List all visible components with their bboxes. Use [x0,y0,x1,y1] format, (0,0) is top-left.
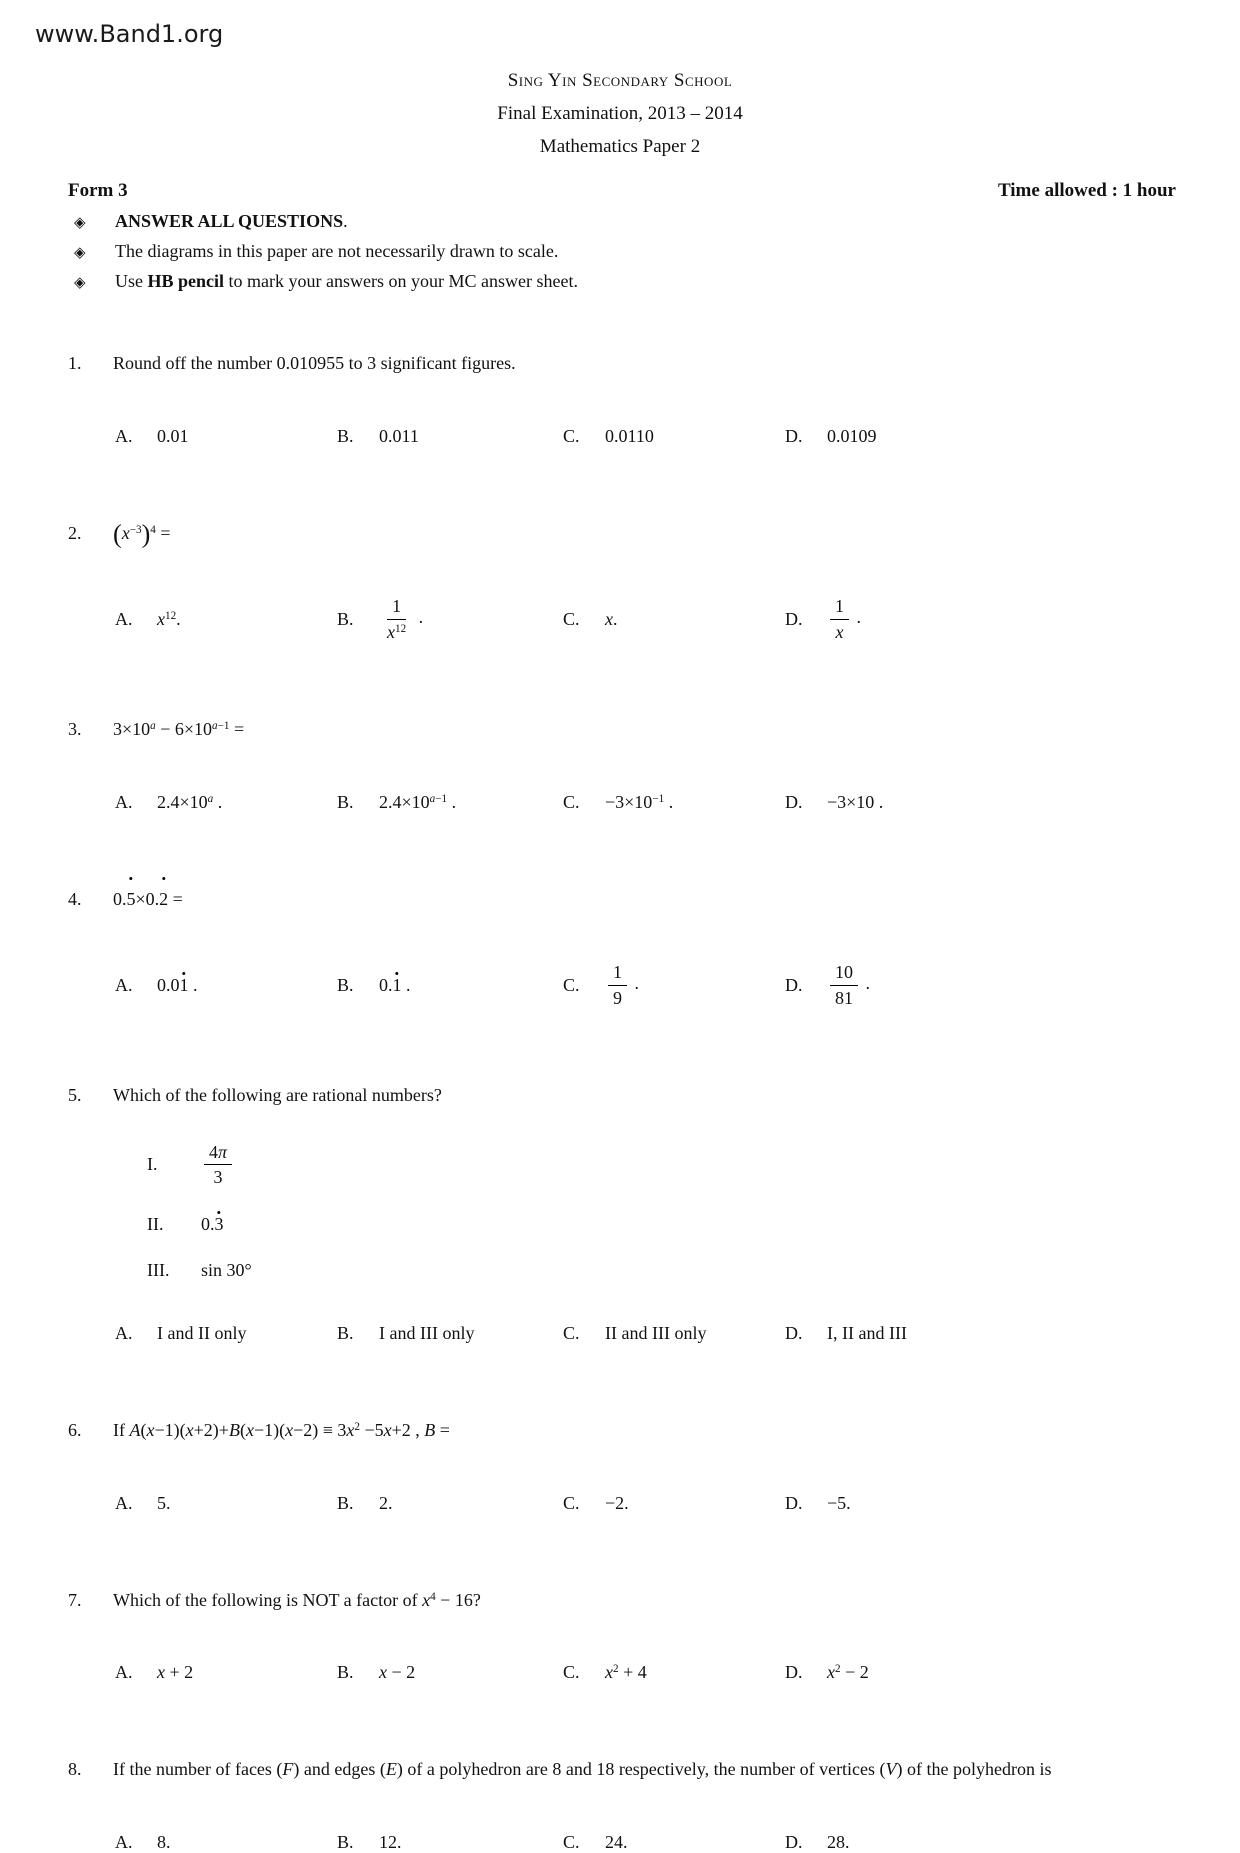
answer-option [337,792,563,813]
question-number: 5. [68,1085,82,1106]
question-stem: If the number of faces (F) and edges (E) of a polyhedron are 8 and 18 respectively, the number of vertices (V) of the polyhedron is [113,1759,1052,1780]
question-number: 1. [68,353,82,373]
option-label: B. [337,1831,354,1852]
option-value: 0.01 . [157,974,198,995]
paper-title: Mathematics Paper 2 [539,136,701,157]
option-value: 24. [605,1831,628,1852]
question-options [115,1323,1176,1344]
option-label: C. [563,608,580,629]
option-value: −5. [827,1492,851,1513]
instruction-text: Use HB pencil to mark your answers on your MC answer sheet. [115,271,578,291]
question-number: 7. [68,1589,82,1610]
question-number: 6. [68,1419,82,1440]
meta-row [68,180,1176,202]
instructions-list [74,211,1176,292]
option-label: B. [337,1492,354,1513]
question-block [68,514,1176,644]
question-number: 3. [68,719,82,740]
question-stem: Which of the following are rational numbers? [113,1085,442,1106]
option-label: B. [337,608,354,629]
sub-item-label: III. [147,1259,170,1280]
answer-option [785,1493,1176,1514]
option-label: C. [563,1322,580,1343]
diamond-bullet-icon: ◈ [74,245,86,261]
option-value: I and II only [157,1322,247,1343]
question-block [68,1750,1176,1853]
sub-item-label: II. [147,1213,164,1234]
option-label: A. [115,1492,133,1513]
question-stem-row [68,710,1176,750]
option-value: 0.0109 [827,425,877,446]
question-options [115,595,1176,643]
instruction-text: The diagrams in this paper are not necessarily drawn to scale. [115,241,559,261]
answer-option [785,1832,1176,1853]
question-options [115,1662,1176,1683]
sub-item-label: I. [147,1154,158,1175]
answer-option [563,1832,785,1853]
option-label: C. [563,974,580,995]
option-label: D. [785,974,803,995]
option-label: B. [337,1662,354,1683]
answer-option [785,426,1176,447]
option-label: A. [115,608,133,629]
answer-option [337,1832,563,1853]
answer-option [115,1832,337,1853]
time-allowed-label: Time allowed : 1 hour [997,180,1176,201]
sub-item-value: 0.3 [201,1213,224,1234]
question-stem: $(x^{-3})^4$ = [113,518,171,548]
answer-option [785,595,1176,643]
question-block [68,880,1176,1010]
form-label: Form 3 [68,180,128,201]
answer-option [563,609,785,630]
option-value: $-3\times 10^{-1}$ . [605,791,674,812]
diamond-bullet-icon: ◈ [74,215,86,231]
question-options [115,1493,1176,1514]
question-block [68,1076,1176,1344]
option-value: $x^2 - 2$ [827,1662,869,1683]
option-label: B. [337,425,354,446]
question-sub-item [147,1214,1176,1235]
option-value: x + 2 [157,1662,194,1683]
instruction-item [74,241,1176,262]
option-label: D. [785,1492,803,1513]
answer-option [115,975,337,996]
option-value: $2.4\times 10^a$ . [157,791,223,812]
question-stem-row [68,514,1176,554]
option-value: $\frac{10}{81}$ . [827,961,870,1009]
question-sub-item [147,1141,1176,1189]
question-stem: Which of the following is NOT a factor of $x^4 - 16$? [113,1589,481,1610]
option-value: x. [605,608,618,629]
option-value: $\frac{1}{9}$ . [605,961,639,1009]
answer-option [115,1323,337,1344]
question-stem: $3\times 10^a - 6\times 10^{a-1}$ = [113,719,245,740]
answer-option [563,1323,785,1344]
option-value: I and III only [379,1322,475,1343]
question-stem-row [68,1076,1176,1116]
option-value: $x^{12}$. [157,608,181,629]
option-label: C. [563,1831,580,1852]
answer-option [337,1323,563,1344]
question-stem-row [68,1750,1176,1790]
option-label: A. [115,425,133,446]
question-options [115,961,1176,1009]
question-stem-row [68,344,1176,384]
option-value: 0.011 [379,425,419,446]
question-sub-item [147,1260,1176,1281]
option-value: 28. [827,1831,850,1852]
option-value: −3×10 . [827,791,884,812]
answer-option [563,961,785,1009]
question-options [115,1832,1176,1853]
option-value: 12. [379,1831,402,1852]
answer-option [115,1493,337,1514]
question-options [115,426,1176,447]
answer-option [785,961,1176,1009]
instruction-text: ANSWER ALL QUESTIONS. [115,211,348,231]
option-value: 5. [157,1492,171,1513]
option-label: A. [115,1662,133,1683]
option-label: D. [785,425,803,446]
option-value: $\frac{1}{x^{12}}$ . [387,596,424,642]
question-stem-row [68,1581,1176,1621]
answer-option [563,792,785,813]
answer-option [337,426,563,447]
answer-option [785,1662,1176,1683]
option-label: D. [785,791,803,812]
option-label: A. [115,974,133,995]
question-number: 4. [68,888,82,909]
question-stem-row [68,880,1176,920]
option-value: $2.4\times 10^{a-1}$ . [379,791,457,812]
option-label: B. [337,974,354,995]
option-value: 2. [379,1492,393,1513]
answer-option [563,1493,785,1514]
question-block [68,710,1176,813]
option-value: II and III only [605,1322,707,1343]
diamond-bullet-icon: ◈ [74,275,86,291]
option-label: A. [115,1831,133,1852]
question-stem-row [68,1411,1176,1451]
option-label: D. [785,1662,803,1683]
option-value: $x^2 + 4$ [605,1662,647,1683]
question-stem: Round off the number 0.010955 to 3 significant figures. [113,353,516,373]
answer-option [337,595,563,643]
option-value: $\frac{1}{x}$ . [827,595,861,643]
option-label: A. [115,791,133,812]
option-value: x − 2 [379,1662,416,1683]
question-block [68,344,1176,447]
answer-option [337,975,563,996]
option-value: I, II and III [827,1322,907,1343]
answer-option [115,609,337,630]
option-value: 0.01 [157,425,189,446]
exam-title: Final Examination, 2013 – 2014 [497,103,743,124]
option-value: 8. [157,1831,171,1852]
option-label: D. [785,608,803,629]
instruction-item [74,211,1176,232]
question-sub-items [147,1141,1176,1281]
school-name: Sing Yin Secondary School [507,70,733,91]
option-label: C. [563,791,580,812]
answer-option [337,1662,563,1683]
paper-header [0,70,1240,158]
option-label: A. [115,1322,133,1343]
option-value: 0.0110 [605,425,654,446]
sub-item-value: $\frac{4\pi}{3}$ [201,1141,235,1189]
answer-option [785,1323,1176,1344]
question-block [68,1411,1176,1514]
option-label: D. [785,1322,803,1343]
sub-item-value: sin 30° [201,1259,252,1280]
option-label: B. [337,791,354,812]
question-options [115,792,1176,813]
answer-option [563,1662,785,1683]
answer-option [115,426,337,447]
answer-option [115,792,337,813]
watermark-url: www.Band1.org [35,20,224,48]
option-label: C. [563,1492,580,1513]
question-block [68,1581,1176,1684]
option-label: C. [563,425,580,446]
question-number: 2. [68,522,82,543]
option-label: C. [563,1662,580,1683]
answer-option [115,1662,337,1683]
option-label: D. [785,1831,803,1852]
option-value: −2. [605,1492,629,1513]
answer-option [337,1493,563,1514]
questions-list [68,344,1176,1853]
question-number: 8. [68,1759,82,1780]
question-stem: If $A(x-1)(x+2)+B(x-1)(x-2) \equiv 3x^2 -5x+2$ , B = [113,1419,450,1440]
question-stem: 0.5×0.2 = [113,880,1176,920]
instruction-item [74,271,1176,292]
option-value: 0.1 . [379,974,411,995]
answer-option [785,792,1176,813]
option-label: B. [337,1322,354,1343]
answer-option [563,426,785,447]
